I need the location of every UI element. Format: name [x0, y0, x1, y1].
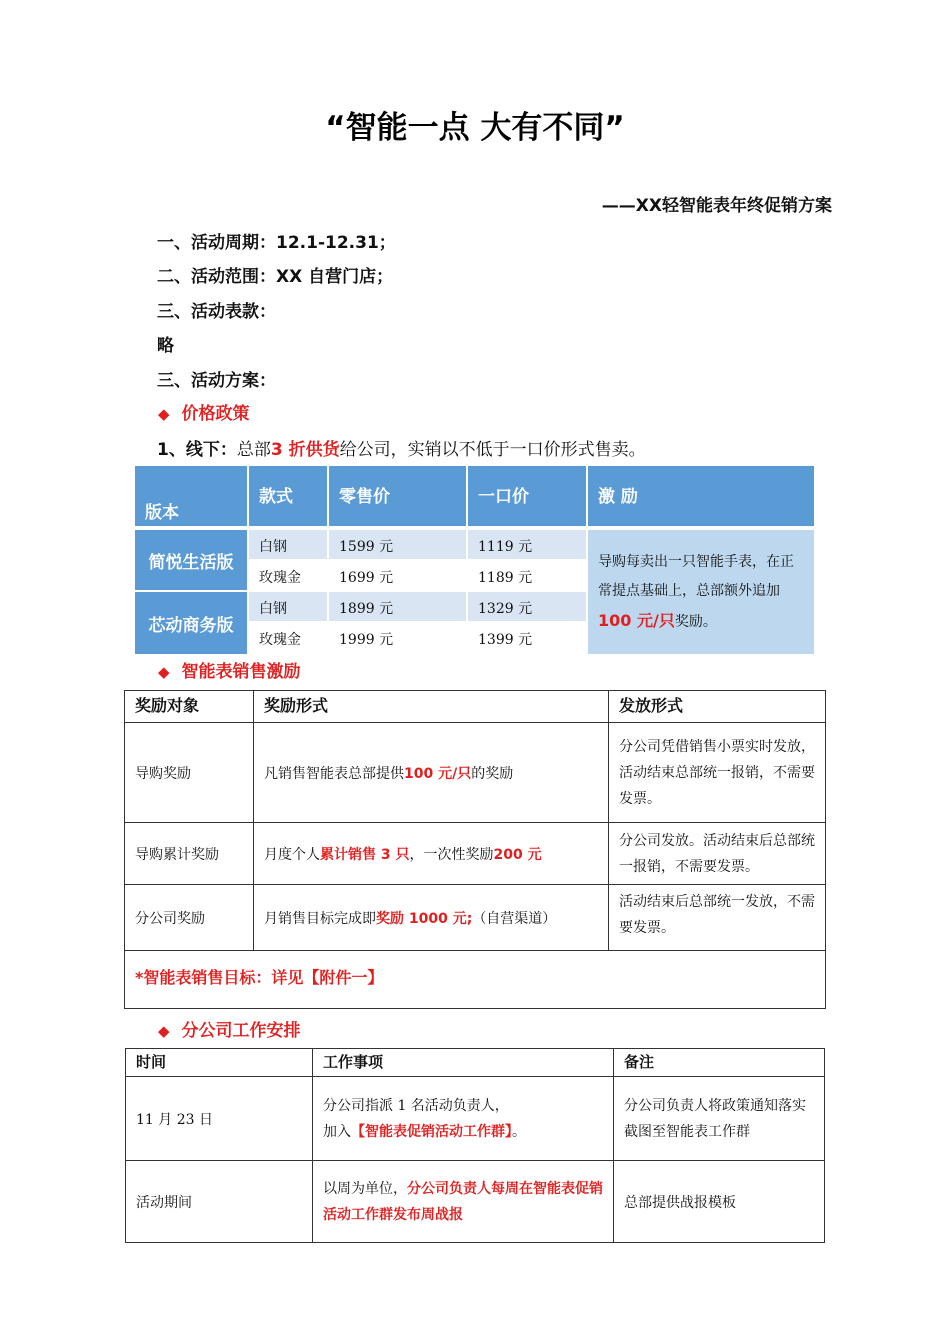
plan-line: 三、活动方案：	[157, 371, 276, 391]
row3-style: 白钢	[249, 592, 327, 621]
section-price-label: 价格政策	[181, 404, 250, 424]
work-note: 总部提供战报模板	[614, 1161, 825, 1243]
row1-style: 白钢	[249, 530, 327, 559]
work-time: 活动期间	[126, 1161, 313, 1243]
models-value: 略	[157, 336, 174, 356]
table-header-row	[125, 691, 826, 723]
reward-header-pay: 发放形式	[609, 691, 826, 723]
section-sales-incentive	[158, 657, 301, 682]
reward-form-text: 月销售目标完成即	[264, 910, 376, 927]
offline-text1: 总部	[236, 440, 271, 460]
table-row	[125, 885, 826, 951]
reward-header-target: 奖励对象	[125, 691, 254, 723]
reward-form-highlight-2: 200 元	[493, 846, 542, 863]
work-task	[313, 1077, 614, 1161]
incentive-cell	[588, 530, 814, 654]
work-header-task: 工作事项	[313, 1049, 614, 1077]
table-header-row	[126, 1049, 825, 1077]
section-work-schedule	[158, 1016, 301, 1041]
price-header-retail: 零售价	[329, 466, 466, 526]
reward-form-text: ，一次性奖励	[409, 846, 494, 863]
diamond-bullet-icon: ◆	[158, 1022, 170, 1040]
reward-target: 导购奖励	[125, 723, 254, 823]
reward-form	[254, 723, 609, 823]
reward-pay: 分公司发放。活动结束后总部统一报销，不需要发票。	[609, 823, 826, 885]
work-task-highlight: 分公司负责人每周在智能表促销活动工作群发布周战报	[323, 1180, 603, 1223]
table-row	[125, 823, 826, 885]
scope-line: 二、活动范围：XX 自营门店；	[157, 267, 394, 287]
work-task-text: 加入	[323, 1123, 351, 1140]
reward-target: 导购累计奖励	[125, 823, 254, 885]
reward-form	[254, 885, 609, 951]
row2-retail: 1699 元	[329, 561, 466, 590]
reward-form-highlight: 累计销售 3 只	[320, 846, 410, 863]
price-table	[135, 466, 814, 654]
models-line: 三、活动表款：	[157, 302, 276, 322]
version-jianyue: 简悦生活版	[135, 530, 247, 590]
reward-pay: 活动结束后总部统一发放，不需要发票。	[609, 885, 826, 951]
row3-retail: 1899 元	[329, 592, 466, 621]
work-task-highlight: 【智能表促销活动工作群】	[351, 1123, 512, 1140]
incentive-text-1: 导购每卖出一只智能手表，在正常提点基础上，总部额外追加	[598, 554, 794, 599]
section-incentive-label: 智能表销售激励	[181, 662, 301, 682]
reward-form	[254, 823, 609, 885]
version-xindong: 芯动商务版	[135, 592, 247, 654]
row2-style: 玫瑰金	[249, 561, 327, 590]
reward-form-highlight: 100 元/只	[404, 765, 472, 782]
row2-fixed: 1189 元	[468, 561, 586, 590]
page-subtitle: ——XX轻智能表年终促销方案	[601, 196, 832, 216]
period-line: 一、活动周期：12.1-12.31；	[157, 233, 396, 253]
section-price-policy	[158, 399, 250, 424]
table-row	[125, 723, 826, 823]
work-header-note: 备注	[614, 1049, 825, 1077]
offline-label: 1、线下：	[157, 440, 237, 460]
reward-form-text: 月度个人	[264, 846, 320, 863]
reward-form-text: 的奖励	[471, 765, 514, 782]
table-row	[126, 1161, 825, 1243]
work-task-text: 以周为单位，	[323, 1180, 407, 1197]
price-header-version: 版本	[135, 466, 247, 526]
work-header-time: 时间	[126, 1049, 313, 1077]
work-time: 11 月 23 日	[126, 1077, 313, 1161]
incentive-text-2: 奖励。	[674, 614, 717, 630]
row4-retail: 1999 元	[329, 623, 466, 654]
reward-header-form: 奖励形式	[254, 691, 609, 723]
reward-form-highlight: 奖励 1000 元;	[376, 910, 473, 927]
work-note: 分公司负责人将政策通知落实截图至智能表工作群	[614, 1077, 825, 1161]
reward-form-text: （自营渠道）	[472, 910, 557, 927]
work-task	[313, 1161, 614, 1243]
offline-highlight: 3 折供货	[270, 440, 340, 460]
diamond-bullet-icon: ◆	[158, 405, 170, 423]
diamond-bullet-icon: ◆	[158, 663, 170, 681]
row3-fixed: 1329 元	[468, 592, 586, 621]
row4-style: 玫瑰金	[249, 623, 327, 654]
reward-form-text: 凡销售智能表总部提供	[264, 765, 404, 782]
row4-fixed: 1399 元	[468, 623, 586, 654]
row1-retail: 1599 元	[329, 530, 466, 559]
reward-pay: 分公司凭借销售小票实时发放，活动结束总部统一报销，不需要发票。	[609, 723, 826, 823]
work-task-text: 分公司指派 1 名活动负责人，	[323, 1097, 509, 1114]
reward-table	[124, 690, 826, 1009]
row1-fixed: 1119 元	[468, 530, 586, 559]
price-header-fixed: 一口价	[468, 466, 586, 526]
incentive-amount: 100 元/只	[598, 611, 675, 630]
offline-line	[157, 435, 646, 460]
work-task-text: 。	[512, 1123, 526, 1140]
reward-target: 分公司奖励	[125, 885, 254, 951]
table-row	[126, 1077, 825, 1161]
sales-target-note: *智能表销售目标：详见【附件一】	[125, 951, 826, 1009]
work-table	[125, 1048, 825, 1243]
price-header-incentive: 激 励	[588, 466, 814, 526]
page-title: “智能一点 大有不同”	[325, 110, 625, 146]
price-header-style: 款式	[249, 466, 327, 526]
offline-text2: 给公司，实销以不低于一口价形式售卖。	[339, 440, 646, 460]
table-footer-row	[125, 951, 826, 1009]
section-schedule-label: 分公司工作安排	[181, 1021, 301, 1041]
